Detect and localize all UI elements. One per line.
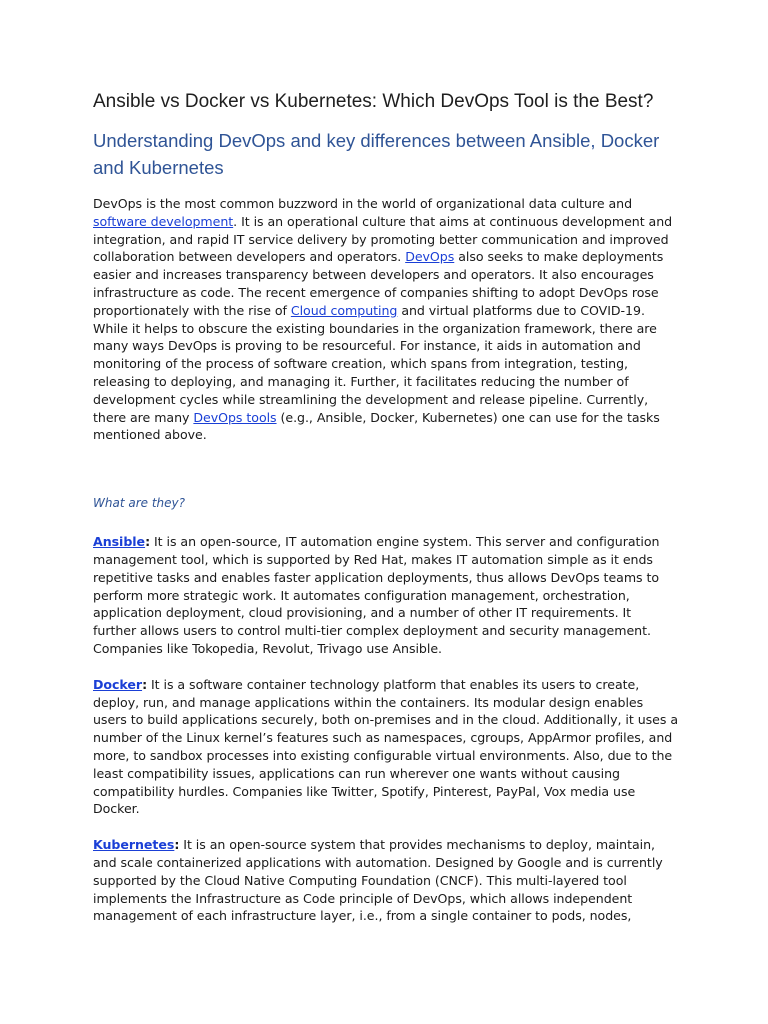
entry-ansible <box>93 533 678 658</box>
document-subtitle: Understanding DevOps and key differences between Ansible, Docker and Kubernetes <box>93 130 660 178</box>
intro-paragraph <box>93 195 678 444</box>
ansible-link[interactable]: Ansible <box>93 534 146 550</box>
kubernetes-colon: : <box>174 837 180 853</box>
section-label-what-are-they: What are they? <box>93 496 185 511</box>
docker-description: It is a software container technology platform that enables its users to create, deploy, run, and manage applications within the containers. Its modular design enables users to build applications securely, both on-premises and in the cloud. Additionally, it uses a number of the Linux kernel’s features such as namespaces, cgroups, AppArmor profiles, and more, to sandbox processes into existing configurable virtual environments. Also, due to the least compatibility issues, applications can run wherever one wants without causing compatibility hurdles. Companies like Twitter, Spotify, Pinterest, PayPal, Vox media use Docker. <box>93 676 678 817</box>
intro-text-5: (e.g., Ansible, Docker, Kubernetes) one can use for the tasks mentioned above. <box>93 409 660 443</box>
intro-text-4: and virtual platforms due to COVID-19. While it helps to obscure the existing boundaries in the organization framework, there are many ways DevOps is proving to be resourceful. For instance, it aids in automation and monitoring of the process of software creation, which spans from integration, testing, releasing to deploying, and managing it. Further, it facilitates reducing the number of development cycles while streamlining the development and release pipeline. Currently, there are many <box>93 302 657 425</box>
document-title: Ansible vs Docker vs Kubernetes: Which DevOps Tool is the Best? <box>93 91 654 112</box>
devops-tools-link[interactable]: DevOps tools <box>193 409 277 425</box>
intro-text-2: . It is an operational culture that aims at continuous development and integration, and rapid IT service delivery by promoting better communication and improved collaboration between developers and operators. <box>93 213 673 265</box>
entry-kubernetes <box>93 836 678 925</box>
intro-text-1: DevOps is the most common buzzword in the world of organizational data culture and <box>93 196 633 211</box>
cloud-computing-link[interactable]: Cloud computing <box>290 302 398 318</box>
intro-text-3: also seeks to make deployments easier and increases transparency between developers and operators. It also encourages infrastructure as code. The recent emergence of companies shifting to adopt DevOps rose proportionately with the rise of <box>93 249 664 318</box>
devops-link[interactable]: DevOps <box>405 249 455 265</box>
docker-link[interactable]: Docker <box>93 676 143 692</box>
kubernetes-description: It is an open-source system that provides mechanisms to deploy, maintain, and scale containerized applications with automation. Designed by Google and is currently supported by the Cloud Native Computing Foundation (CNCF). This multi-layered tool implements the Infrastructure as Code principle of DevOps, which allows independent management of each infrastructure layer, i.e., from a single container to pods, nodes, <box>93 837 663 924</box>
ansible-description: It is an open-source, IT automation engine system. This server and configuration management tool, which is supported by Red Hat, makes IT automation simple as it ends repetitive tasks and enables faster application deployments, thus allows DevOps teams to perform more strategic work. It automates configuration management, orchestration, application deployment, cloud provisioning, and a number of other IT requirements. It further allows users to control multi-tier complex deployment and security management. Companies like Tokopedia, Revolut, Trivago use Ansible. <box>93 534 660 656</box>
ansible-colon: : <box>145 534 151 550</box>
software-development-link[interactable]: software development <box>93 213 234 229</box>
entry-docker <box>93 676 678 818</box>
document-page <box>93 90 678 943</box>
docker-colon: : <box>142 676 148 692</box>
kubernetes-link[interactable]: Kubernetes <box>93 837 175 853</box>
